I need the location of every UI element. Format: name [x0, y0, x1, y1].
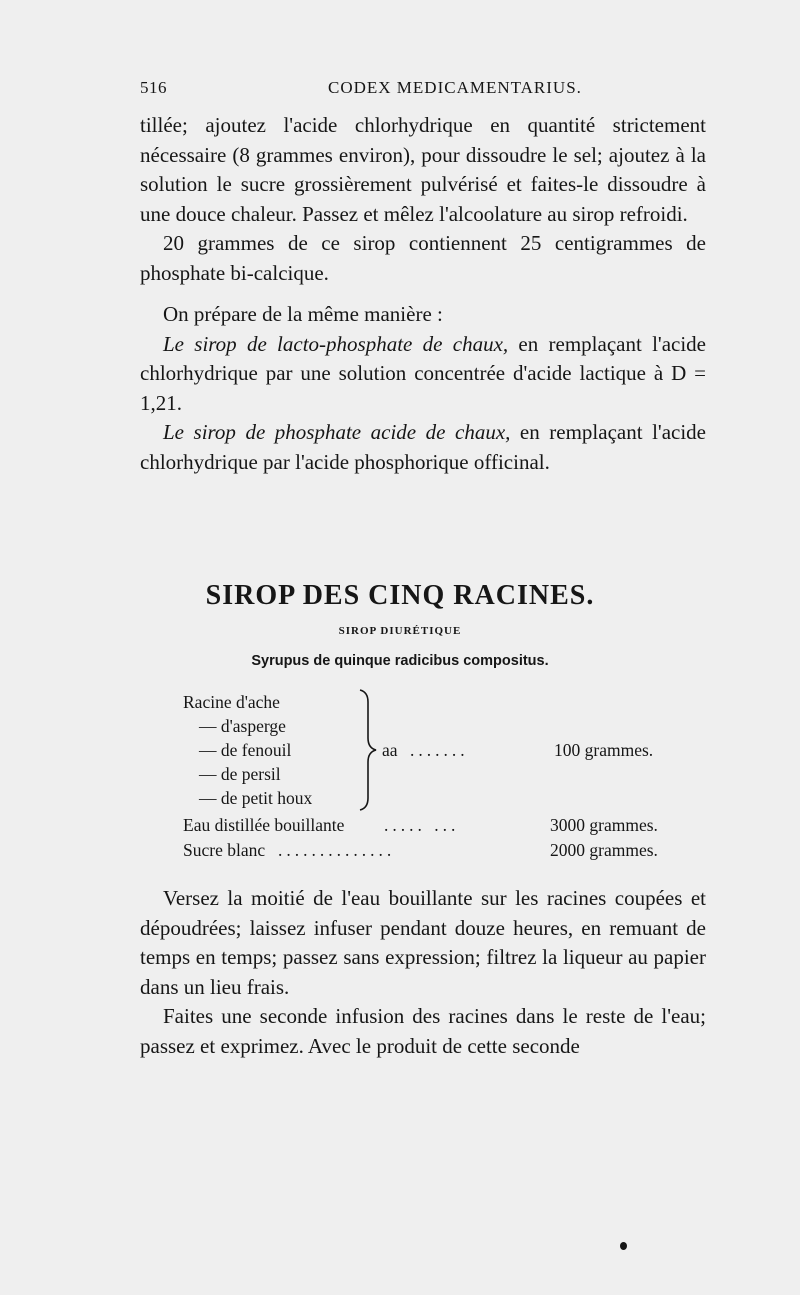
lacto-title: Le sirop de lacto-phosphate de chaux,	[163, 331, 509, 356]
leader-dots: .......	[410, 740, 469, 760]
running-title: CODEX MEDICAMENTARIUS.	[328, 78, 582, 97]
paragraph-continuation: tillée; ajoutez l'acide chlorhydrique en quantité strictement nécessaire (8 grammes environ), pour dissoudre le sel; ajoutez à la solution le sucre grossièrement pulvérisé et faites-le dissoudre à une douce chaleur. Passez et mêlez l'alcoolature au sirop refroidi.	[140, 113, 706, 226]
group-quantity: 100 grammes.	[554, 740, 654, 760]
ingredient-persil: — de persil	[199, 764, 281, 784]
latin-name: Syrupus de quinque radicibus compositus.	[251, 653, 549, 669]
ink-speck	[620, 1242, 627, 1250]
eau-quantity: 3000 grammes.	[550, 815, 658, 835]
phosphate-text: en remplaçant l'acide chlorhydrique par l'acide phosphorique officinal.	[140, 420, 707, 474]
leader-dots: ..............	[278, 840, 396, 860]
page-number: 516	[140, 78, 167, 97]
ingredient-eau: Eau distillée bouillante	[183, 815, 345, 835]
aa-label: aa	[382, 740, 398, 760]
paragraph-prep: On prépare de la même manière :	[163, 302, 443, 326]
section-title: SIROP DES CINQ RACINES.	[205, 580, 595, 611]
bottom-text-block	[140, 884, 706, 1061]
lacto-text: en remplaçant l'acide chlorhydrique par une solution concentrée d'acide lactique à D = 1,21.	[140, 331, 706, 415]
paragraph-dose: 20 grammes de ce sirop contiennent 25 centigrammes de phosphate bi-calcique.	[140, 231, 706, 285]
ingredient-asperge: — d'asperge	[199, 716, 286, 736]
ingredient-sucre: Sucre blanc	[183, 840, 266, 860]
section-subtitle: SIROP DIURÉTIQUE	[338, 625, 462, 637]
ingredient-fenouil: — de fenouil	[199, 740, 292, 760]
ingredient-petit-houx: — de petit houx	[199, 788, 313, 808]
paragraph-infusion: Versez la moitié de l'eau bouillante sur les racines coupées et dépoudrées; laissez infuser pendant douze heures, en remuant de temps en temps; passez sans expression; filtrez la liqueur au papier dans un lieu frais.	[140, 886, 706, 999]
sucre-quantity: 2000 grammes.	[550, 840, 658, 860]
ingredient-ache: Racine d'ache	[183, 692, 280, 712]
leader-dots: ..... ...	[384, 815, 460, 835]
brace-icon	[358, 688, 378, 812]
paragraph-second-infusion: Faites une seconde infusion des racines dans le reste de l'eau; passez et exprimez. Avec le produit de cette seconde	[140, 1004, 706, 1058]
phosphate-title: Le sirop de phosphate acide de chaux,	[163, 420, 511, 444]
